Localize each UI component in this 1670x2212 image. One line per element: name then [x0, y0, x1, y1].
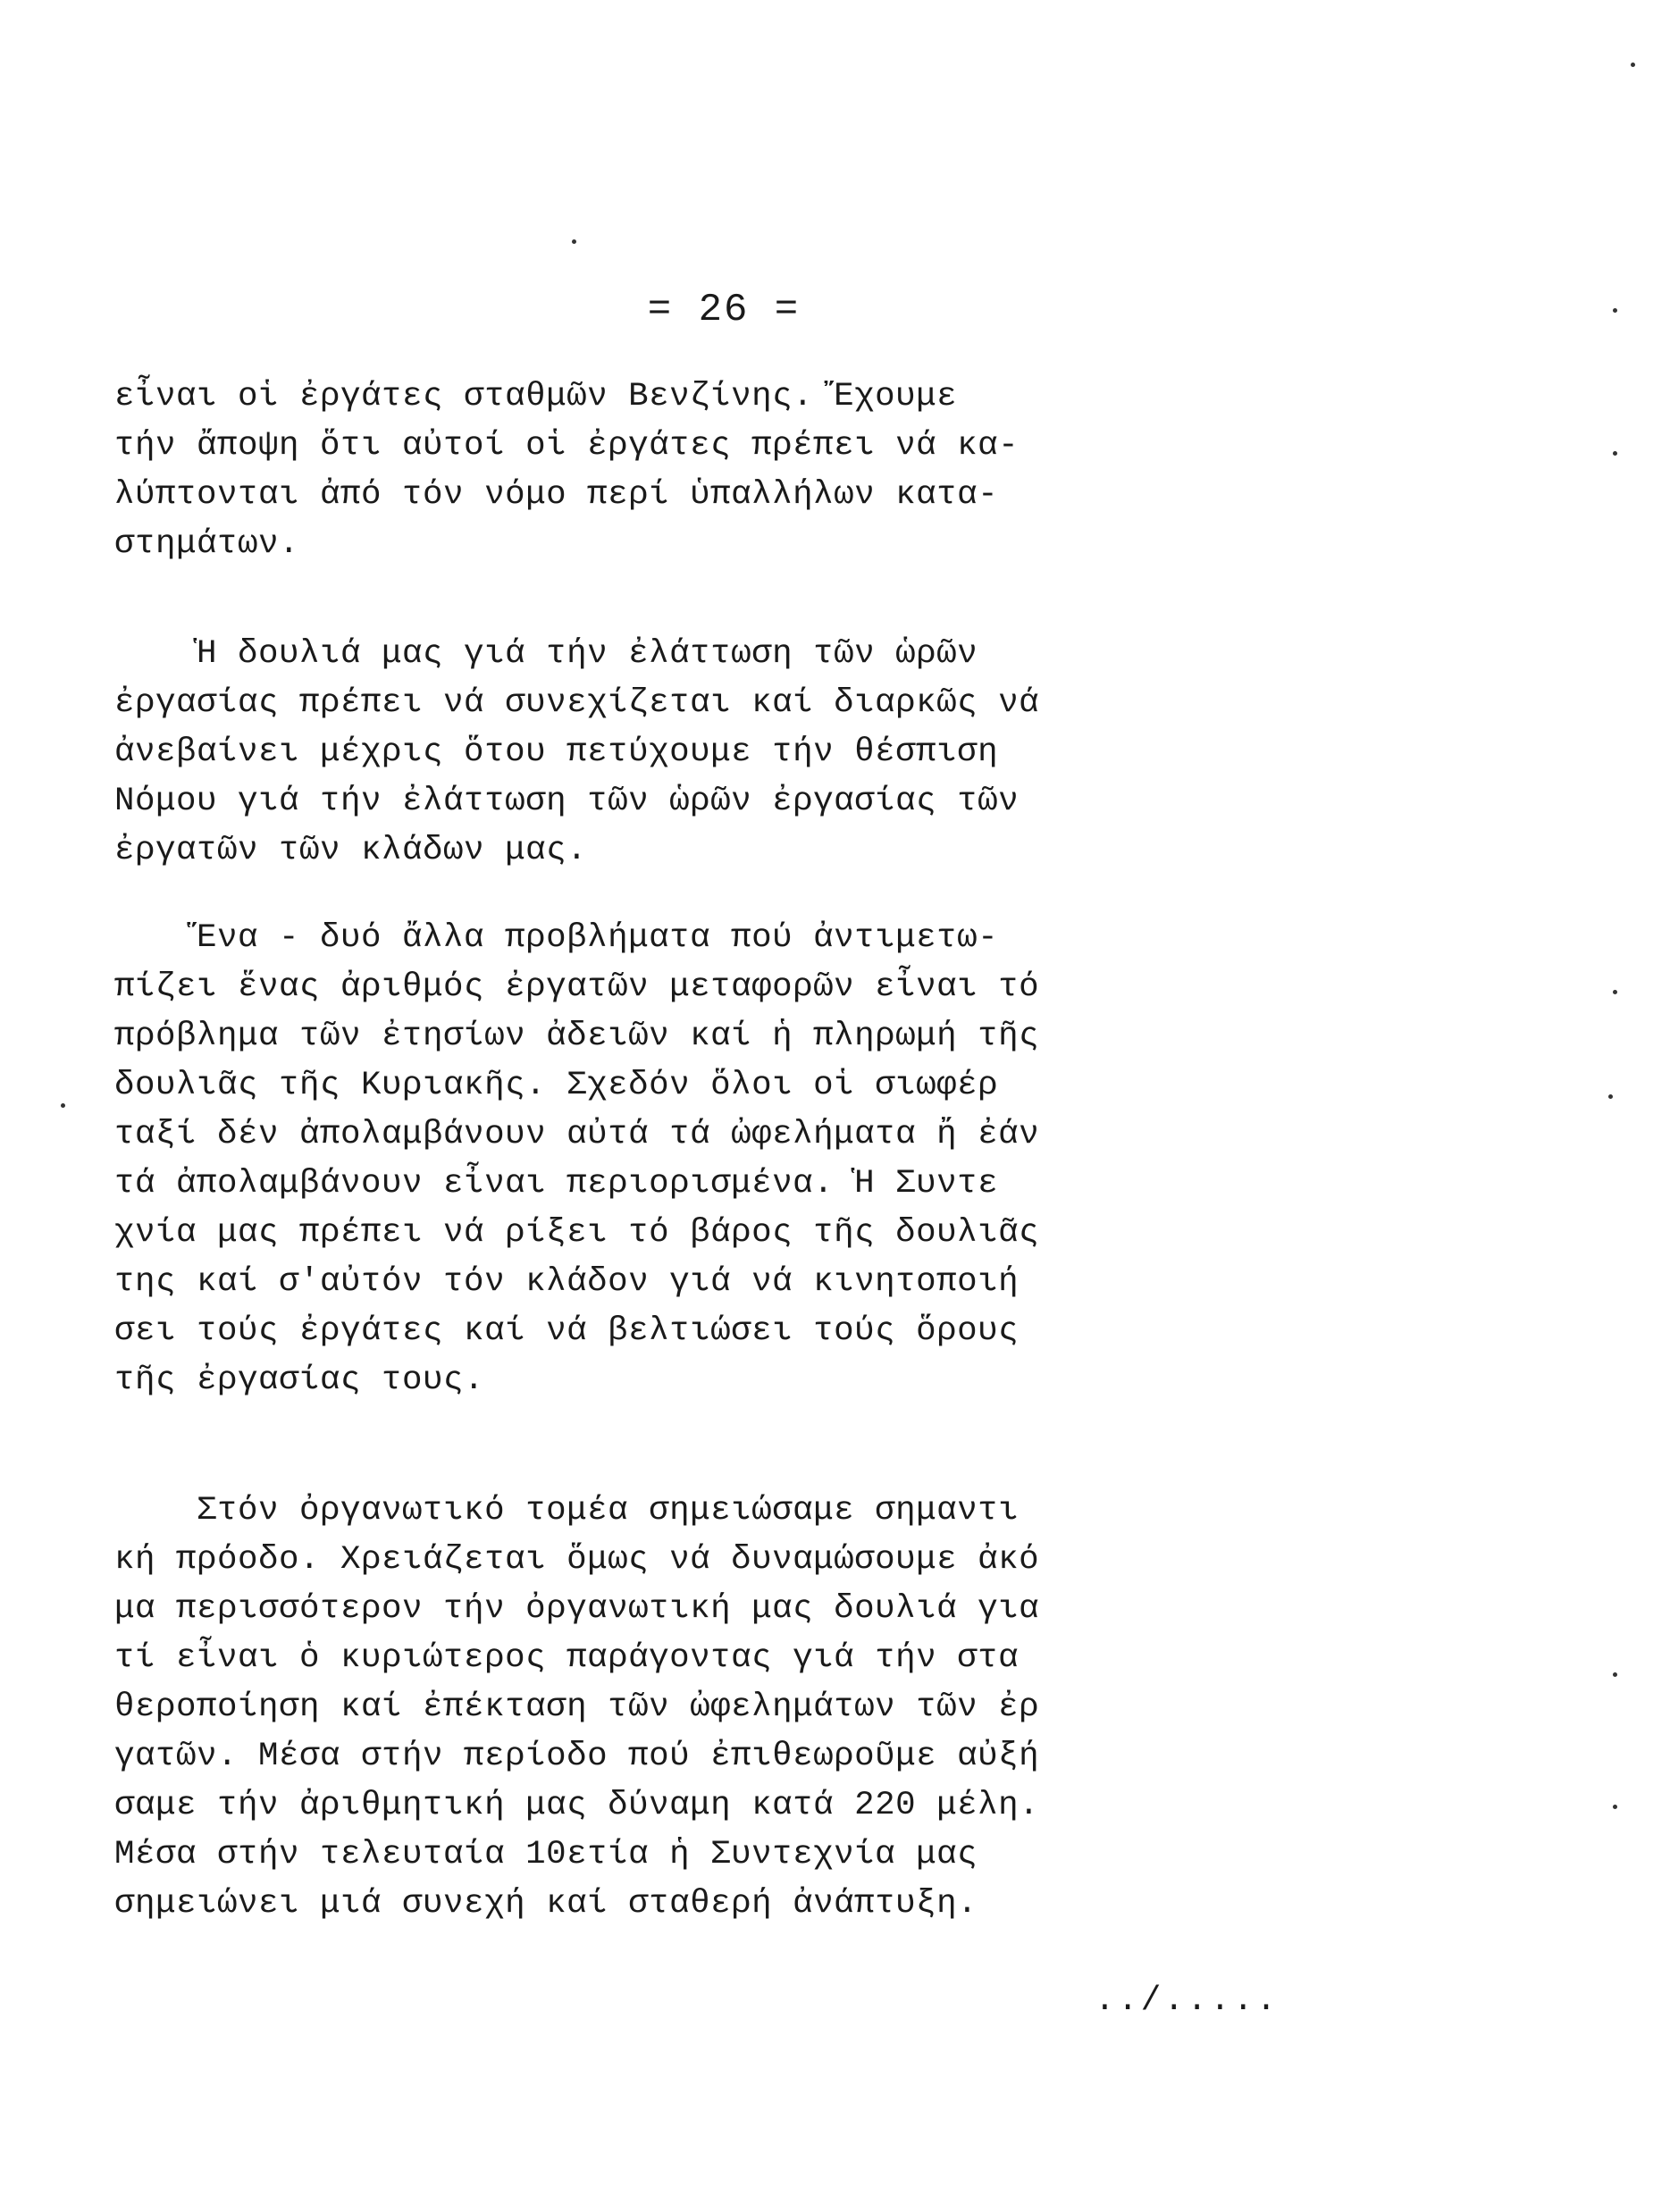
text-line: τά ἀπολαμβάνουν εἶναι περιορισμένα. Ἡ Συντε	[114, 1165, 999, 1202]
text-line: ἐργασίας πρέπει νά συνεχίζεται καί διαρκῶς νά	[114, 684, 1040, 722]
text-line: σαμε τήν ἀριθμητική μας δύναμη κατά 220 μέλη.	[114, 1787, 1040, 1824]
text-line: λύπτονται ἀπό τόν νόμο περί ὑπαλλήλων κατα-	[114, 476, 999, 514]
scan-speck	[1613, 1805, 1617, 1809]
text-line: θεροποίηση καί ἐπέκταση τῶν ὠφελημάτων τῶν ἐρ	[114, 1688, 1040, 1726]
text-line: τήν ἄποψη ὅτι αὐτοί οἱ ἐργάτες πρέπει νά κα-	[114, 427, 1020, 465]
text-line: Μέσα στήν τελευταία 10ετία ἡ Συντεχνία μας	[114, 1836, 978, 1873]
text-line: ἀνεβαίνει μέχρις ὅτου πετύχουμε τήν θέσπιση	[114, 733, 999, 771]
paragraph-3	[114, 914, 1365, 1405]
text-line: ἐργατῶν τῶν κλάδων μας.	[114, 832, 588, 869]
text-line: Ἡ δουλιά μας γιά τήν ἐλάττωση τῶν ὡρῶν	[114, 635, 978, 673]
text-line: σει τούς ἐργάτες καί νά βελτιώσει τούς ὅρους	[114, 1312, 1020, 1350]
continuation-mark: ../.....	[1095, 1982, 1280, 2020]
scan-speck	[1631, 63, 1635, 67]
paragraph-2	[114, 630, 1365, 876]
text-line: εἶναι οἱ ἐργάτες σταθμῶν Βενζίνης. Ἔχουμε	[114, 378, 958, 415]
text-line: μα περισσότερον τήν ὀργανωτική μας δουλιά για	[114, 1590, 1040, 1628]
text-line: χνία μας πρέπει νά ρίξει τό βάρος τῆς δουλιᾶς	[114, 1214, 1040, 1252]
text-line: δουλιᾶς τῆς Κυριακῆς. Σχεδόν ὅλοι οἱ σιωφέρ	[114, 1067, 999, 1104]
text-line: κή πρόοδο. Χρειάζεται ὅμως νά δυναμώσουμε ἀκό	[114, 1541, 1040, 1579]
page-number: = 26 =	[647, 288, 801, 332]
text-line: Νόμου γιά τήν ἐλάττωση τῶν ὡρῶν ἐργασίας τῶν	[114, 783, 1020, 820]
text-line: γατῶν. Μέσα στήν περίοδο πού ἐπιθεωροῦμε αὐξή	[114, 1738, 1040, 1775]
scan-speck	[61, 1103, 65, 1108]
text-line: της καί σ'αὐτόν τόν κλάδον γιά νά κινητοποιή	[114, 1263, 1020, 1301]
scan-speck	[572, 239, 576, 244]
paragraph-1	[114, 373, 1365, 569]
scan-speck	[1608, 1094, 1613, 1099]
text-line: Στόν ὀργανωτικό τομέα σημειώσαμε σημαντι	[114, 1492, 1020, 1529]
text-line: τί εἶναι ὁ κυριώτερος παράγοντας γιά τήν στα	[114, 1639, 1020, 1677]
scan-speck	[1613, 308, 1617, 313]
text-line: πίζει ἕνας ἀριθμός ἐργατῶν μεταφορῶν εἶναι τό	[114, 968, 1040, 1006]
text-line: ταξί δέν ἀπολαμβάνουν αὐτά τά ὠφελήματα ἤ ἐάν	[114, 1116, 1040, 1153]
text-line: σημειώνει μιά συνεχή καί σταθερή ἀνάπτυξη.	[114, 1885, 978, 1923]
scan-speck	[1613, 990, 1617, 994]
text-line: πρόβλημα τῶν ἐτησίων ἀδειῶν καί ἡ πληρωμή τῆς	[114, 1018, 1040, 1055]
text-line: τῆς ἐργασίας τους.	[114, 1362, 485, 1399]
text-line: Ἕνα - δυό ἄλλα προβλήματα πού ἀντιμετω-	[114, 919, 999, 957]
scan-speck	[1613, 451, 1617, 456]
text-line: στημάτων.	[114, 525, 300, 563]
scan-speck	[1613, 1672, 1617, 1677]
paragraph-4	[114, 1487, 1365, 1929]
